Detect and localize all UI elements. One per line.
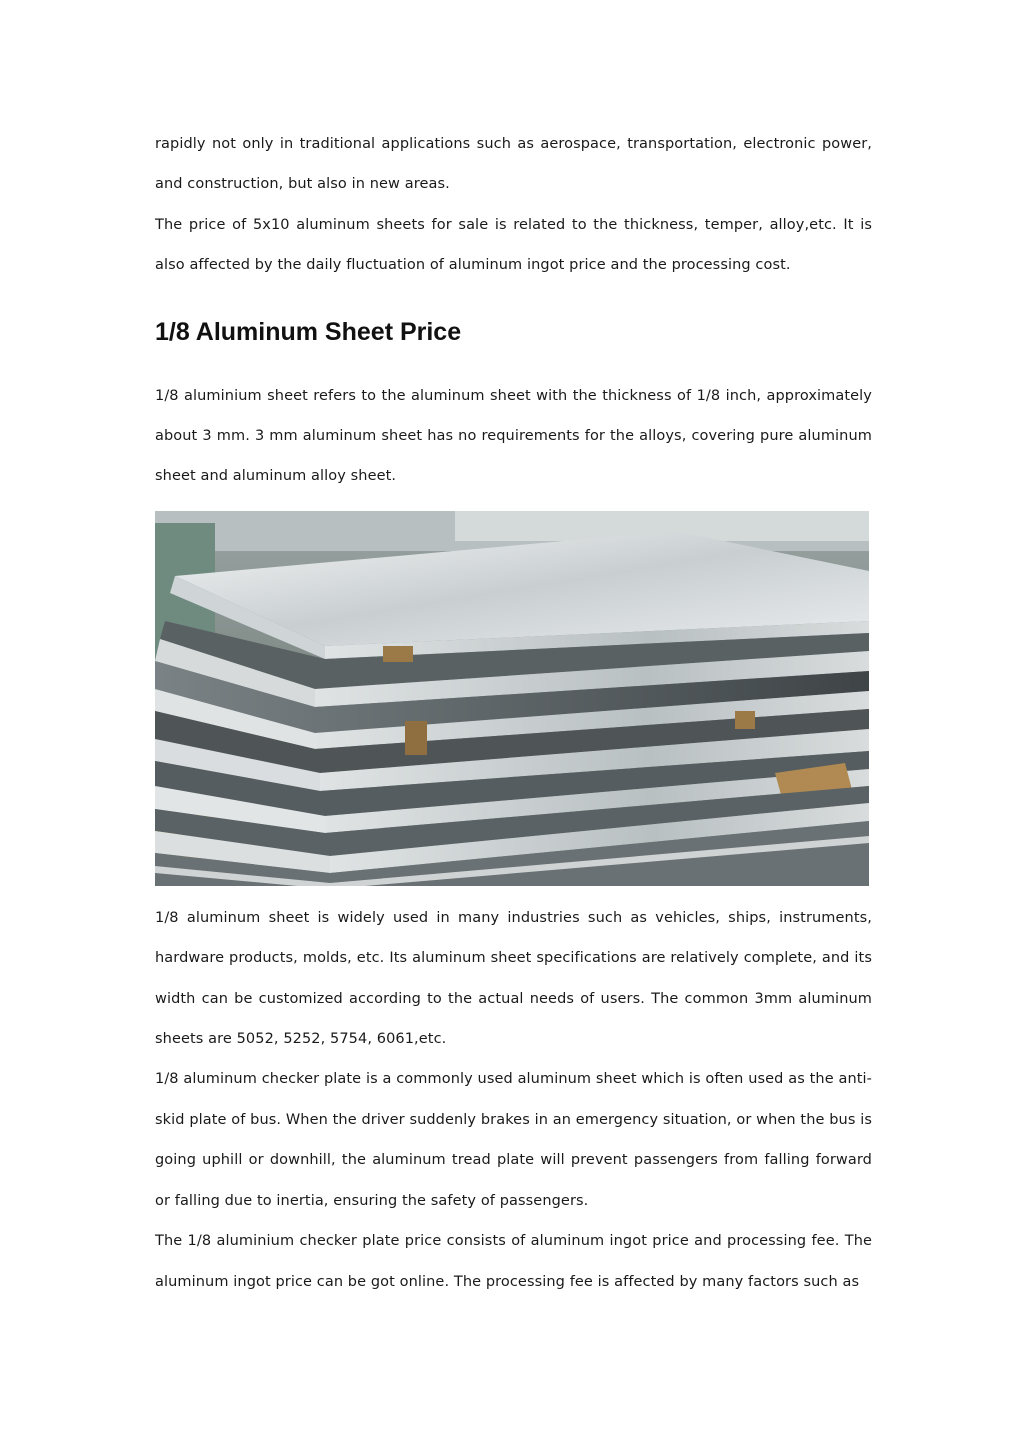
section-paragraph-4: The 1/8 aluminium checker plate price consists of aluminum ingot price and processing fee. The aluminum ingot price can be got online. The processing fee is affected by many factors such as xyxy=(155,1233,872,1290)
section-paragraph-3: 1/8 aluminum checker plate is a commonly used aluminum sheet which is often used as the anti-skid plate of bus. When the driver suddenly brakes in an emergency situation, or when the bus is going uphill or downhill, the aluminum tread plate will prevent passengers from falling forward or falling due to inertia, ensuring the safety of passengers. xyxy=(155,1071,872,1209)
section-paragraph-2: 1/8 aluminum sheet is widely used in many industries such as vehicles, ships, instruments, hardware products, molds, etc. Its aluminum sheet specifications are relatively complete, and its width can be customized according to the actual needs of users. The common 3mm aluminum sheets are 5052, 5252, 5754, 6061,etc. xyxy=(155,909,872,1048)
section-paragraph-1: 1/8 aluminium sheet refers to the aluminum sheet with the thickness of 1/8 inch, approximately about 3 mm. 3 mm aluminum sheet has no requirements for the alloys, covering pure aluminum sheet and aluminum alloy sheet. xyxy=(155,387,872,485)
intro-paragraph-2: The price of 5x10 aluminum sheets for sale is related to the thickness, temper, alloy,etc. It is also affected by the daily fluctuation of aluminum ingot price and the processing cost. xyxy=(155,216,872,274)
intro-paragraph-1: rapidly not only in traditional applications such as aerospace, transportation, electronic power, and construction, but also in new areas. xyxy=(155,136,872,193)
aluminum-plates-illustration xyxy=(155,511,869,886)
section-heading: 1/8 Aluminum Sheet Price xyxy=(155,317,462,346)
aluminum-plates-photo xyxy=(155,511,869,886)
document-page xyxy=(155,124,872,1302)
